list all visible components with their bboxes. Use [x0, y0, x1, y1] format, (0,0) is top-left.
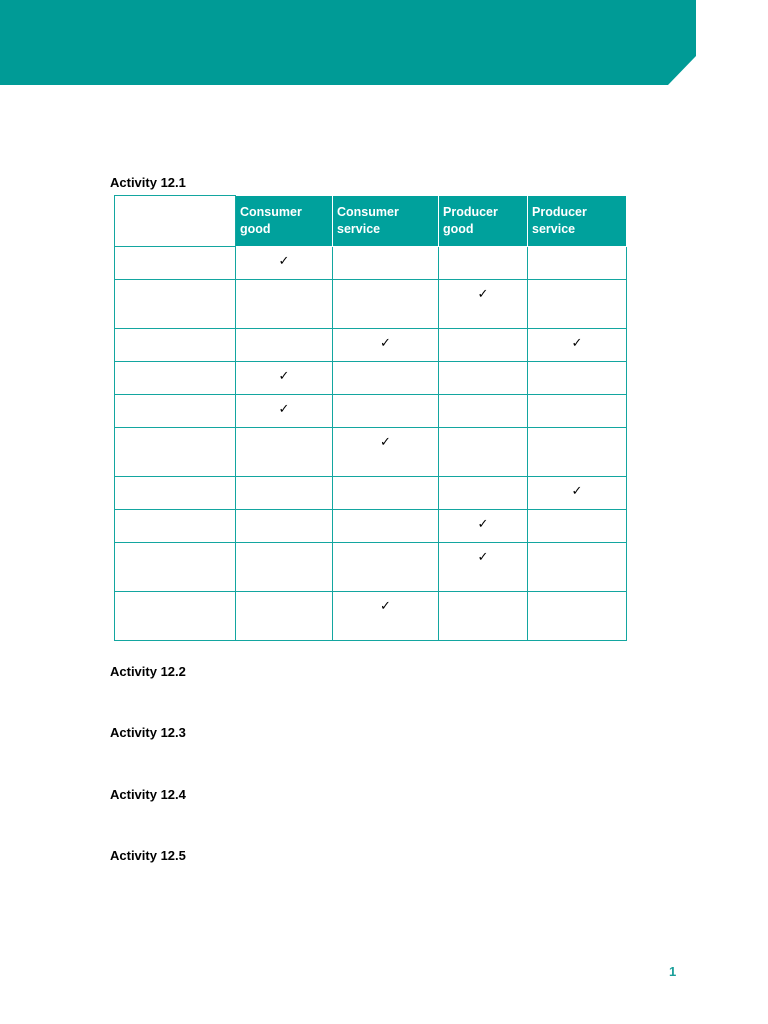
table-cell [333, 280, 439, 329]
page-number: 1 [669, 964, 677, 979]
table-cell [236, 280, 333, 329]
activity-12-1-heading: Activity 12.1 [110, 175, 186, 190]
table-cell [333, 362, 439, 395]
table-row [115, 280, 627, 329]
table-cell [528, 510, 627, 543]
table-cell [528, 247, 627, 280]
column-header-consumer-good: Consumer good [236, 196, 333, 247]
row-label-cell [115, 543, 236, 592]
table-row [115, 428, 627, 477]
row-label-cell [115, 395, 236, 428]
table-cell [236, 428, 333, 477]
table-cell [439, 247, 528, 280]
table-row [115, 510, 627, 543]
table-cell: ✓ [333, 329, 439, 362]
table-cell: ✓ [439, 510, 528, 543]
row-label-cell [115, 329, 236, 362]
table-header-row [115, 196, 627, 247]
row-label-cell [115, 428, 236, 477]
table-cell [236, 543, 333, 592]
activity-12-2-heading: Activity 12.2 [110, 664, 186, 679]
table-cell [333, 477, 439, 510]
table-cell: ✓ [439, 543, 528, 592]
table-cell [528, 543, 627, 592]
activity-12-3-heading: Activity 12.3 [110, 725, 186, 740]
table-row [115, 477, 627, 510]
table-cell: ✓ [236, 362, 333, 395]
row-label-cell [115, 362, 236, 395]
table-cell [333, 543, 439, 592]
table-cell [439, 428, 528, 477]
activity-table [114, 195, 627, 641]
row-label-cell [115, 510, 236, 543]
table-cell [236, 510, 333, 543]
table-cell: ✓ [439, 280, 528, 329]
table-cell: ✓ [528, 477, 627, 510]
table-cell: ✓ [333, 592, 439, 641]
table-row [115, 543, 627, 592]
table-cell [528, 362, 627, 395]
table-cell [528, 280, 627, 329]
table-cell [333, 395, 439, 428]
table-corner-cell [115, 196, 236, 247]
activity-12-5-heading: Activity 12.5 [110, 848, 186, 863]
table-cell [528, 395, 627, 428]
table-cell [236, 477, 333, 510]
row-label-cell [115, 477, 236, 510]
activity-12-4-heading: Activity 12.4 [110, 787, 186, 802]
table-cell: ✓ [528, 329, 627, 362]
table-cell: ✓ [236, 247, 333, 280]
table-cell [333, 510, 439, 543]
column-header-consumer-service: Consumer service [333, 196, 439, 247]
table-cell: ✓ [236, 395, 333, 428]
table-cell [528, 428, 627, 477]
table-row [115, 247, 627, 280]
table-cell [236, 592, 333, 641]
table-row [115, 592, 627, 641]
column-header-producer-service: Producer service [528, 196, 627, 247]
table-cell [236, 329, 333, 362]
header-banner [0, 0, 696, 85]
table-cell [439, 362, 528, 395]
row-label-cell [115, 592, 236, 641]
table-cell [439, 592, 528, 641]
table-cell [439, 329, 528, 362]
table-row [115, 395, 627, 428]
table-cell [528, 592, 627, 641]
table-cell [333, 247, 439, 280]
table-cell [439, 395, 528, 428]
column-header-producer-good: Producer good [439, 196, 528, 247]
table-row [115, 329, 627, 362]
table-cell: ✓ [333, 428, 439, 477]
table-cell [439, 477, 528, 510]
row-label-cell [115, 280, 236, 329]
table-row [115, 362, 627, 395]
row-label-cell [115, 247, 236, 280]
